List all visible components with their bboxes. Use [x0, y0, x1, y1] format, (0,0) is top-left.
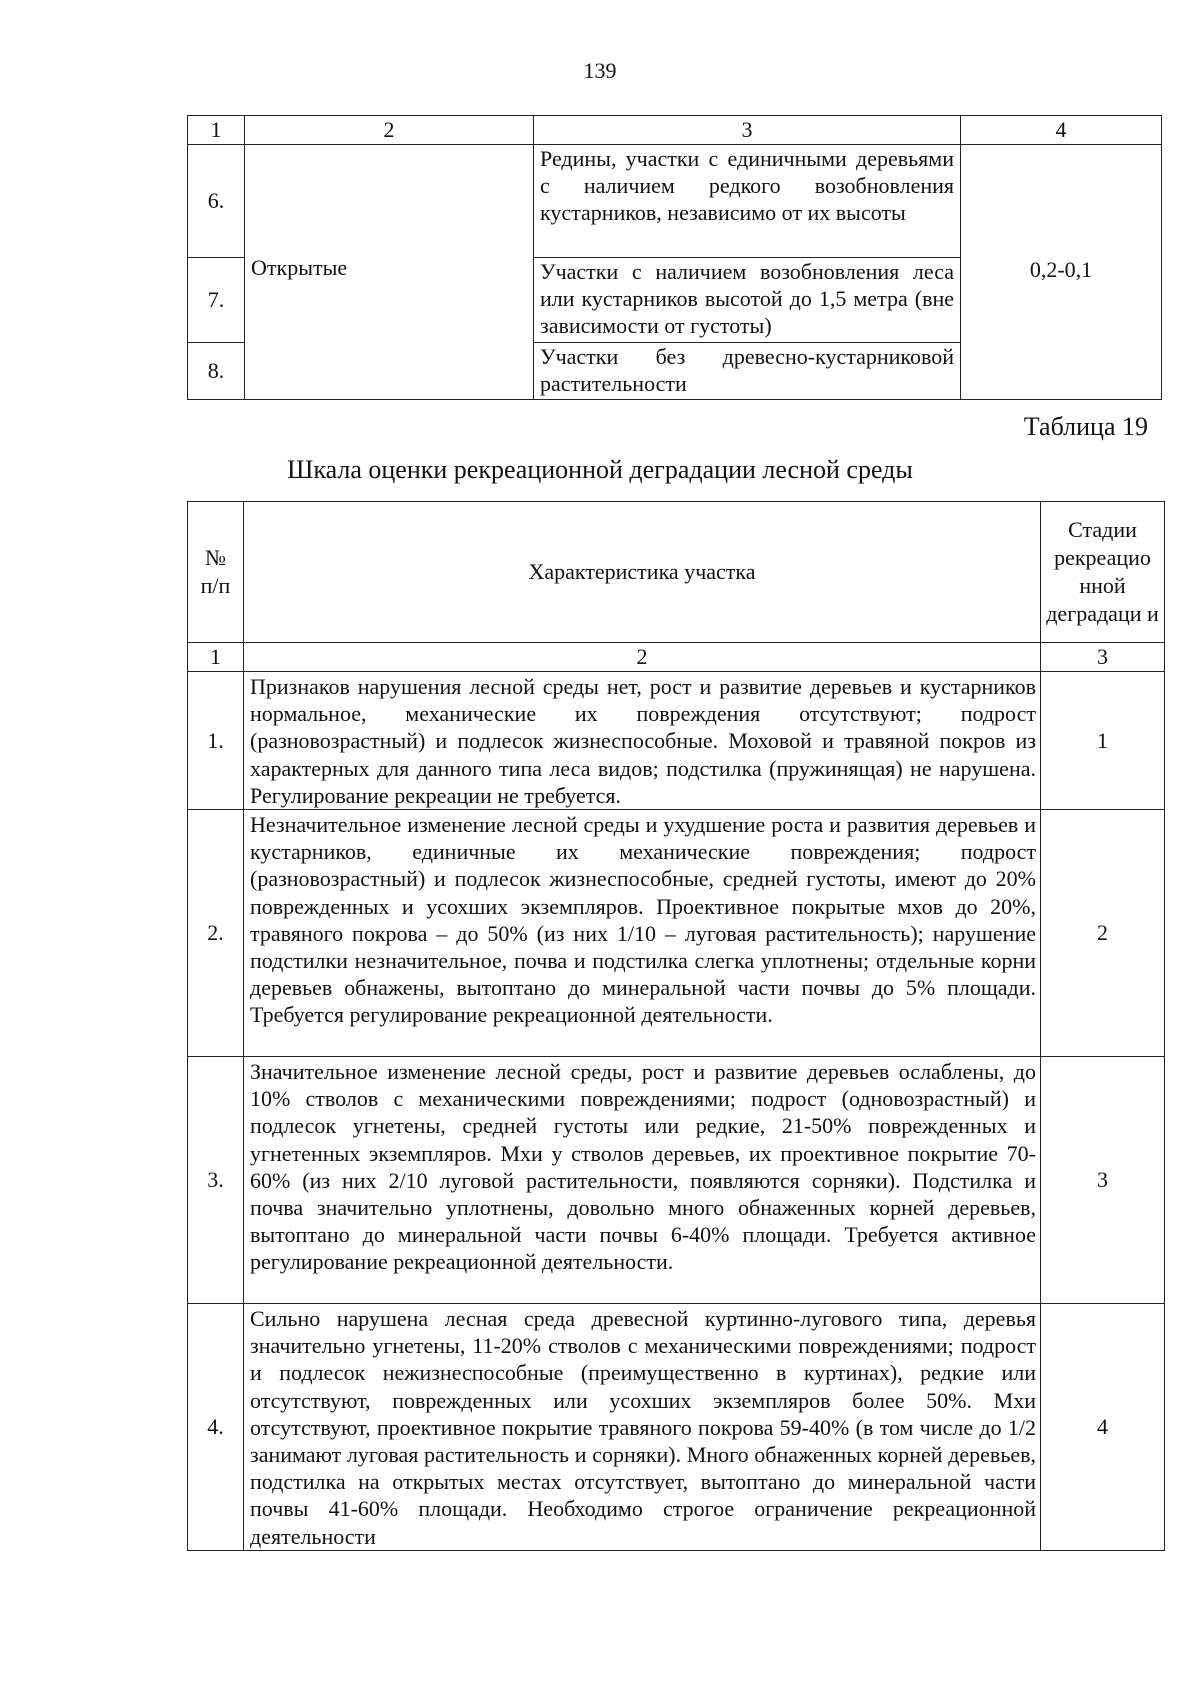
- table-title: Шкала оценки рекреационной деградации лесной среды: [287, 455, 913, 484]
- table-row: [188, 1304, 1165, 1551]
- column-number: 3: [1041, 643, 1165, 672]
- column-number-row: [188, 116, 1162, 145]
- header-row: [188, 502, 1165, 643]
- column-number: 1: [188, 116, 245, 145]
- column-number: 2: [244, 643, 1041, 672]
- row-stage: 2: [1041, 810, 1165, 1057]
- degradation-table: [187, 501, 1165, 1551]
- table-row: [188, 145, 1162, 258]
- table-row: [188, 1057, 1165, 1304]
- row-stage: 1: [1041, 672, 1165, 810]
- group-value: 0,2-0,1: [961, 145, 1162, 400]
- group-label: Открытые: [245, 145, 534, 400]
- row-number: 2.: [188, 810, 244, 1057]
- table-row: [188, 810, 1165, 1057]
- header-number-abbr: п/п: [200, 573, 231, 598]
- page-number: 139: [583, 58, 617, 83]
- column-number-row: [188, 643, 1165, 672]
- row-number: 6.: [188, 145, 245, 258]
- header-number-symbol: №: [205, 545, 226, 570]
- row-stage: 4: [1041, 1304, 1165, 1551]
- row-description: Незначительное изменение лесной среды и ухудшение роста и развития деревьев и кустарников, единичные их механические повреждения; подрост (разновозрастный) и подлесок жизнеспособные, средней густоты, имеют до 20% поврежденных и усохших экземпляров. Проективное покрытые мхов до 20%, травяного покрова – до 50% (из них 1/10 – луговая растительность); нарушение подстилки незначительное, почва и подстилка слегка уплотнены; отдельные корни деревьев обнажены, вытоптано до минеральной части почвы до 5% площади. Требуется регулирование рекреационной деятельности.: [244, 810, 1041, 1057]
- row-description: Редины, участки с единичными деревьями с наличием редкого возобновления кустарников, независимо от их высоты: [534, 145, 961, 258]
- header-characteristic: Характеристика участка: [244, 502, 1041, 643]
- row-number: 4.: [188, 1304, 244, 1551]
- row-description: Участки без древесно-кустарниковой растительности: [534, 343, 961, 400]
- row-number: 3.: [188, 1057, 244, 1304]
- row-number: 7.: [188, 258, 245, 343]
- header-stage: Стадии рекреацио нной деградаци и: [1041, 502, 1165, 643]
- table-label: Таблица 19: [1023, 412, 1148, 441]
- row-description: Сильно нарушена лесная среда древесной куртинно-лугового типа, деревья значительно угнетены, 11-20% стволов с механическими повреждениями; подрост и подлесок нежизнеспособные (преимущественно в куртинах), редкие или отсутствуют, поврежденных или усохших экземпляров более 50%. Мхи отсутствуют, проективное покрытие травяного покрова 59-40% (в том числе до 1/2 занимают луговая растительность и сорняки). Много обнаженных корней деревьев, подстилка на открытых местах отсутствует, вытоптано до минеральной части почвы 41-60% площади. Необходимо строгое ограничение рекреационной деятельности: [244, 1304, 1041, 1551]
- table-row: [188, 672, 1165, 810]
- row-stage: 3: [1041, 1057, 1165, 1304]
- row-description: Признаков нарушения лесной среды нет, рост и развитие деревьев и кустарников нормальное, механические их повреждения отсутствуют; подрост (разновозрастный) и подлесок жизнеспособные. Моховой и травяной покров из характерных для данного типа леса видов; подстилка (пружинящая) не нарушена. Регулирование рекреации не требуется.: [244, 672, 1041, 810]
- row-number: 8.: [188, 343, 245, 400]
- header-number: [188, 502, 244, 643]
- column-number: 2: [245, 116, 534, 145]
- row-description: Участки с наличием возобновления леса или кустарников высотой до 1,5 метра (вне зависимости от густоты): [534, 258, 961, 343]
- column-number: 3: [534, 116, 961, 145]
- row-number: 1.: [188, 672, 244, 810]
- column-number: 1: [188, 643, 244, 672]
- continuation-table: [187, 115, 1162, 400]
- column-number: 4: [961, 116, 1162, 145]
- row-description: Значительное изменение лесной среды, рост и развитие деревьев ослаблены, до 10% стволов с механическими повреждениями; подрост (одновозрастный) и подлесок угнетены, средней густоты или редкие, 21-50% поврежденных и угнетенных экземпляров. Мхи у стволов деревьев, их проективное покрытие 70-60% (из них 2/10 луговой растительности, появляются сорняки). Подстилка и почва значительно уплотнены, довольно много обнаженных корней деревьев, вытоптано до минеральной части почвы 6-40% площади. Требуется активное регулирование рекреационной деятельности.: [244, 1057, 1041, 1304]
